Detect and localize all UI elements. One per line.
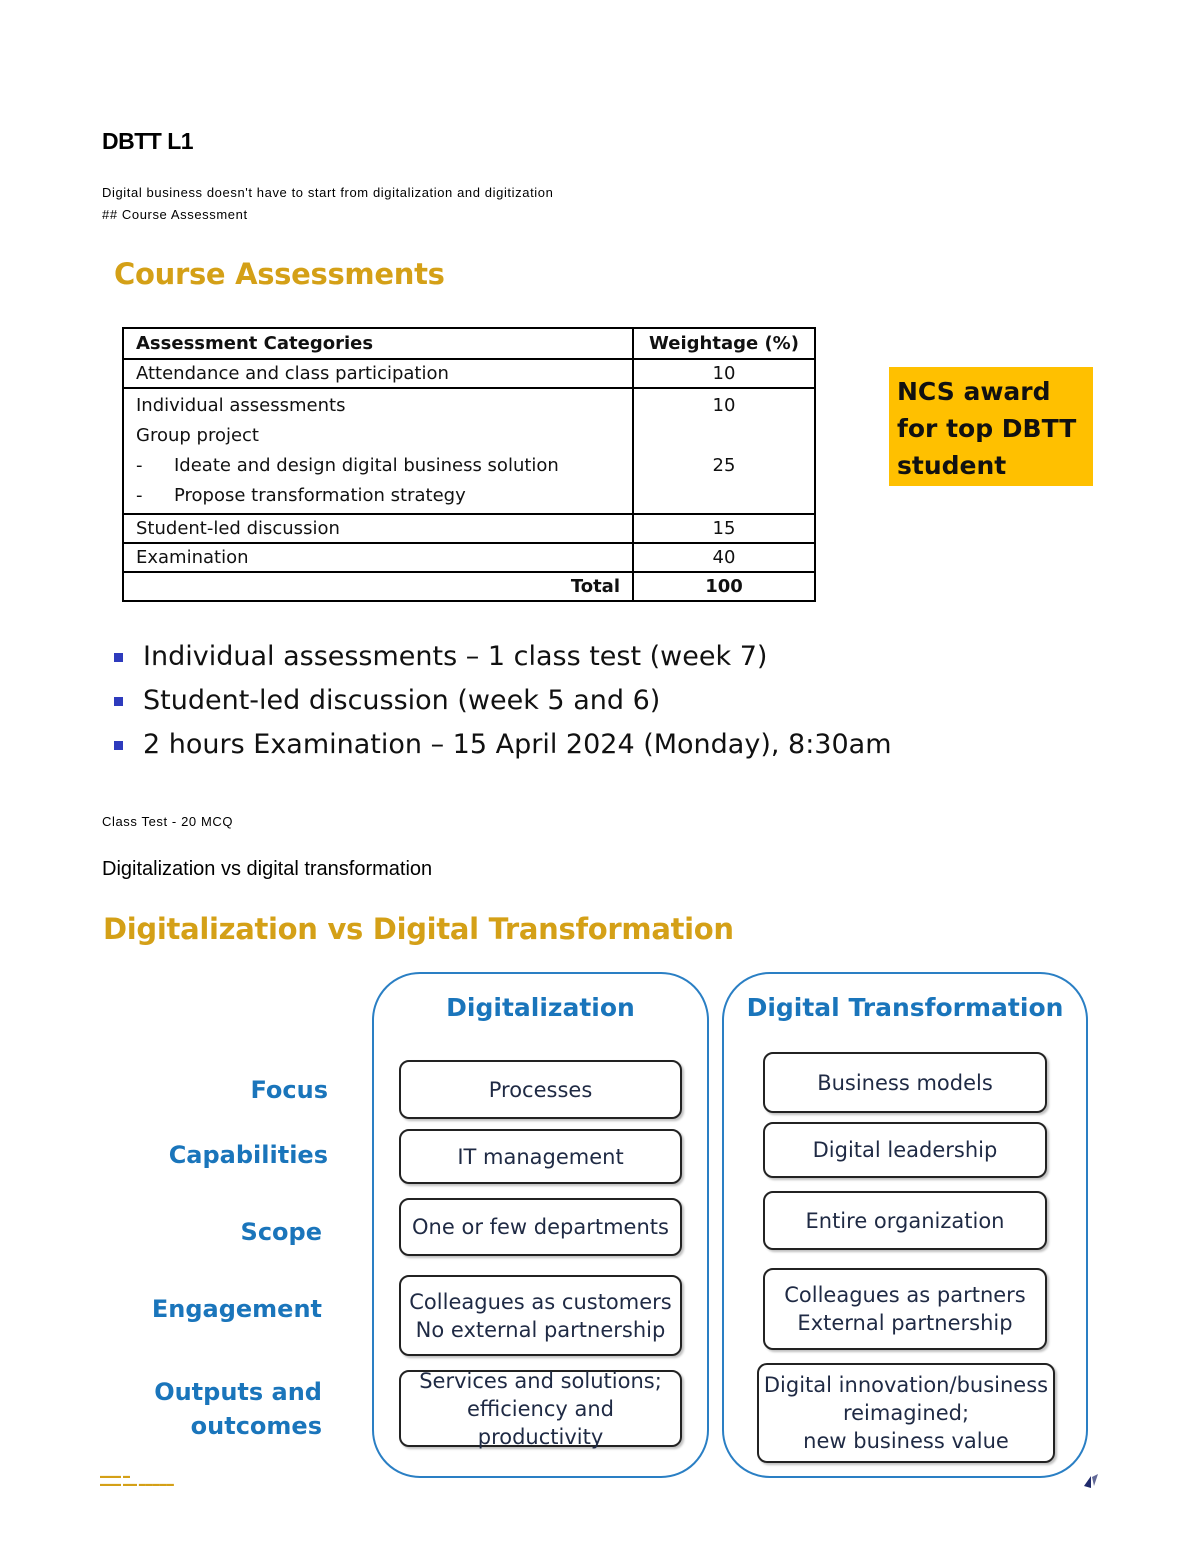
digitalization-cell-focus: Processes [399,1060,682,1119]
ncs-award-box: NCS award for top DBTT student [889,367,1093,486]
table-row [123,543,815,572]
total-label: Total [123,572,633,601]
transformation-cell-focus: Business models [763,1052,1047,1113]
weight-cell-group [633,388,815,514]
transformation-cell-outputs: Digital innovation/business reimagined; new business value [757,1363,1055,1463]
category-cell: Examination [123,543,633,572]
square-bullet-icon [114,697,123,706]
square-bullet-icon [114,741,123,750]
digitalization-cell-outputs: Services and solutions; efficiency and productivity [399,1370,682,1447]
category-group: Group project [136,425,259,446]
group-subitem: - Ideate and design digital business solution [136,455,559,476]
university-logo-icon [1082,1472,1100,1490]
category-cell: Attendance and class participation [123,359,633,388]
section-heading: Digitalization vs digital transformation [102,858,433,880]
category-individual: Individual assessments [136,395,346,416]
table-row-multi [123,388,815,514]
square-bullet-icon [114,653,123,662]
digitalization-cell-scope: One or few departments [399,1198,682,1256]
assessment-table [122,327,816,602]
transformation-cell-engagement: Colleagues as partners External partnership [763,1268,1047,1350]
bullet-item: Student-led discussion (week 5 and 6) [114,679,892,723]
category-cell: Student-led discussion [123,514,633,543]
table-total-row [123,572,815,601]
digitalization-cell-engagement: Colleagues as customers No external partnership [399,1275,682,1356]
transformation-cell-capabilities: Digital leadership [763,1122,1047,1178]
total-value: 100 [633,572,815,601]
row-label-engagement: Engagement [151,1295,322,1323]
slide-title-course-assessments: Course Assessments [114,257,445,291]
table-header-row [123,328,815,359]
document-title: DBTT L1 [102,128,194,154]
weight-cell: 40 [633,543,815,572]
bullet-item: 2 hours Examination – 15 April 2024 (Monday), 8:30am [114,723,892,767]
row-label-outputs: Outputs and outcomes [154,1378,322,1440]
category-cell-group [123,388,633,514]
weight-cell: 15 [633,514,815,543]
header-weightage: Weightage (%) [633,328,815,359]
assessment-bullets [114,635,892,767]
weight-cell: 10 [633,359,815,388]
weight-individual: 10 [712,395,736,416]
digital-transformation-title: Digital Transformation [746,993,1064,1022]
bullet-item: Individual assessments – 1 class test (week 7) [114,635,892,679]
header-categories: Assessment Categories [123,328,633,359]
slide-footer-logo: ▬▬▬ ▬ ▬▬▬ ▬▬ ▬▬▬▬▬ [100,1473,174,1488]
table-row [123,359,815,388]
slide-title-digitalization-vs-transformation: Digitalization vs Digital Transformation [103,912,734,946]
group-subitem: - Propose transformation strategy [136,485,466,506]
table-row [123,514,815,543]
weight-group: 25 [712,455,736,476]
row-label-focus: Focus [250,1076,328,1104]
transformation-cell-scope: Entire organization [763,1191,1047,1250]
row-label-capabilities: Capabilities [168,1141,328,1169]
markdown-heading: ## Course Assessment [102,207,248,222]
digitalization-cell-capabilities: IT management [399,1129,682,1184]
class-test-note: Class Test - 20 MCQ [102,814,234,829]
row-label-scope: Scope [240,1218,322,1246]
intro-text: Digital business doesn't have to start from digitalization and digitization [102,185,554,200]
digitalization-title: Digitalization [446,993,635,1022]
